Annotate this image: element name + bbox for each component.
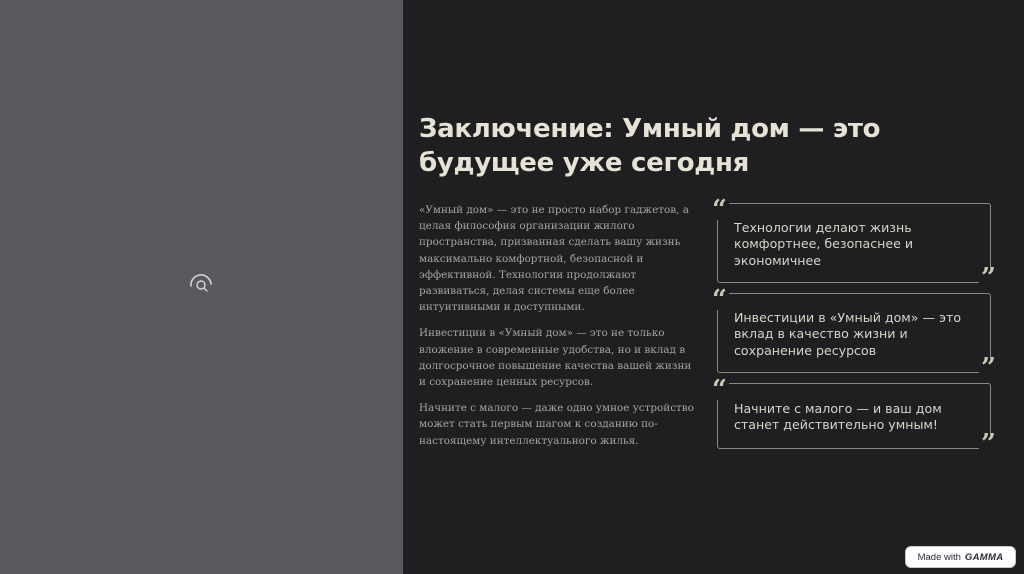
body-paragraph: Инвестиции в «Умный дом» — это не только вложение в современные удобства, но и вклад в долгосрочное повышение качества вашей жизни и сохранение ценных ресурсов. [419,327,692,389]
quote-card [712,375,996,459]
body-paragraph: Начните с малого — даже одно умное устройство может стать первым шагом к созданию по-настоящему интеллектуального жилья. [419,402,694,447]
badge-prefix: Made with [917,551,961,563]
quote-text: Технологии делают жизнь комфортнее, безопаснее и экономичнее [734,220,914,268]
loading-spinner-icon [187,272,215,300]
quote-text: Начните с малого — и ваш дом станет действительно умным! [734,401,942,433]
gamma-logo: GAMMA [964,551,1004,563]
quote-card [712,195,996,293]
close-quote-icon: ” [981,429,996,459]
body-text [419,202,699,459]
quote-card [712,285,996,383]
open-quote-icon: “ [712,285,727,315]
close-quote-icon: ” [981,263,996,293]
left-pane [0,0,403,574]
quote-text: Инвестиции в «Умный дом» — это вклад в качество жизни и сохранение ресурсов [734,310,962,358]
body-paragraph: «Умный дом» — это не просто набор гаджетов, а целая философия организации жилого пространства, призванная сделать вашу жизнь максимально комфортной, безопасной и эффективной. Технологии продолжают развиваться, делая системы еще более интуитивными и доступными. [419,204,689,314]
slide-title: Заключение: Умный дом — это будущее уже сегодня [419,114,881,178]
open-quote-icon: “ [712,195,727,225]
made-with-gamma-badge[interactable] [905,546,1016,568]
open-quote-icon: “ [712,375,727,405]
slide [403,0,1024,574]
close-quote-icon: ” [981,353,996,383]
